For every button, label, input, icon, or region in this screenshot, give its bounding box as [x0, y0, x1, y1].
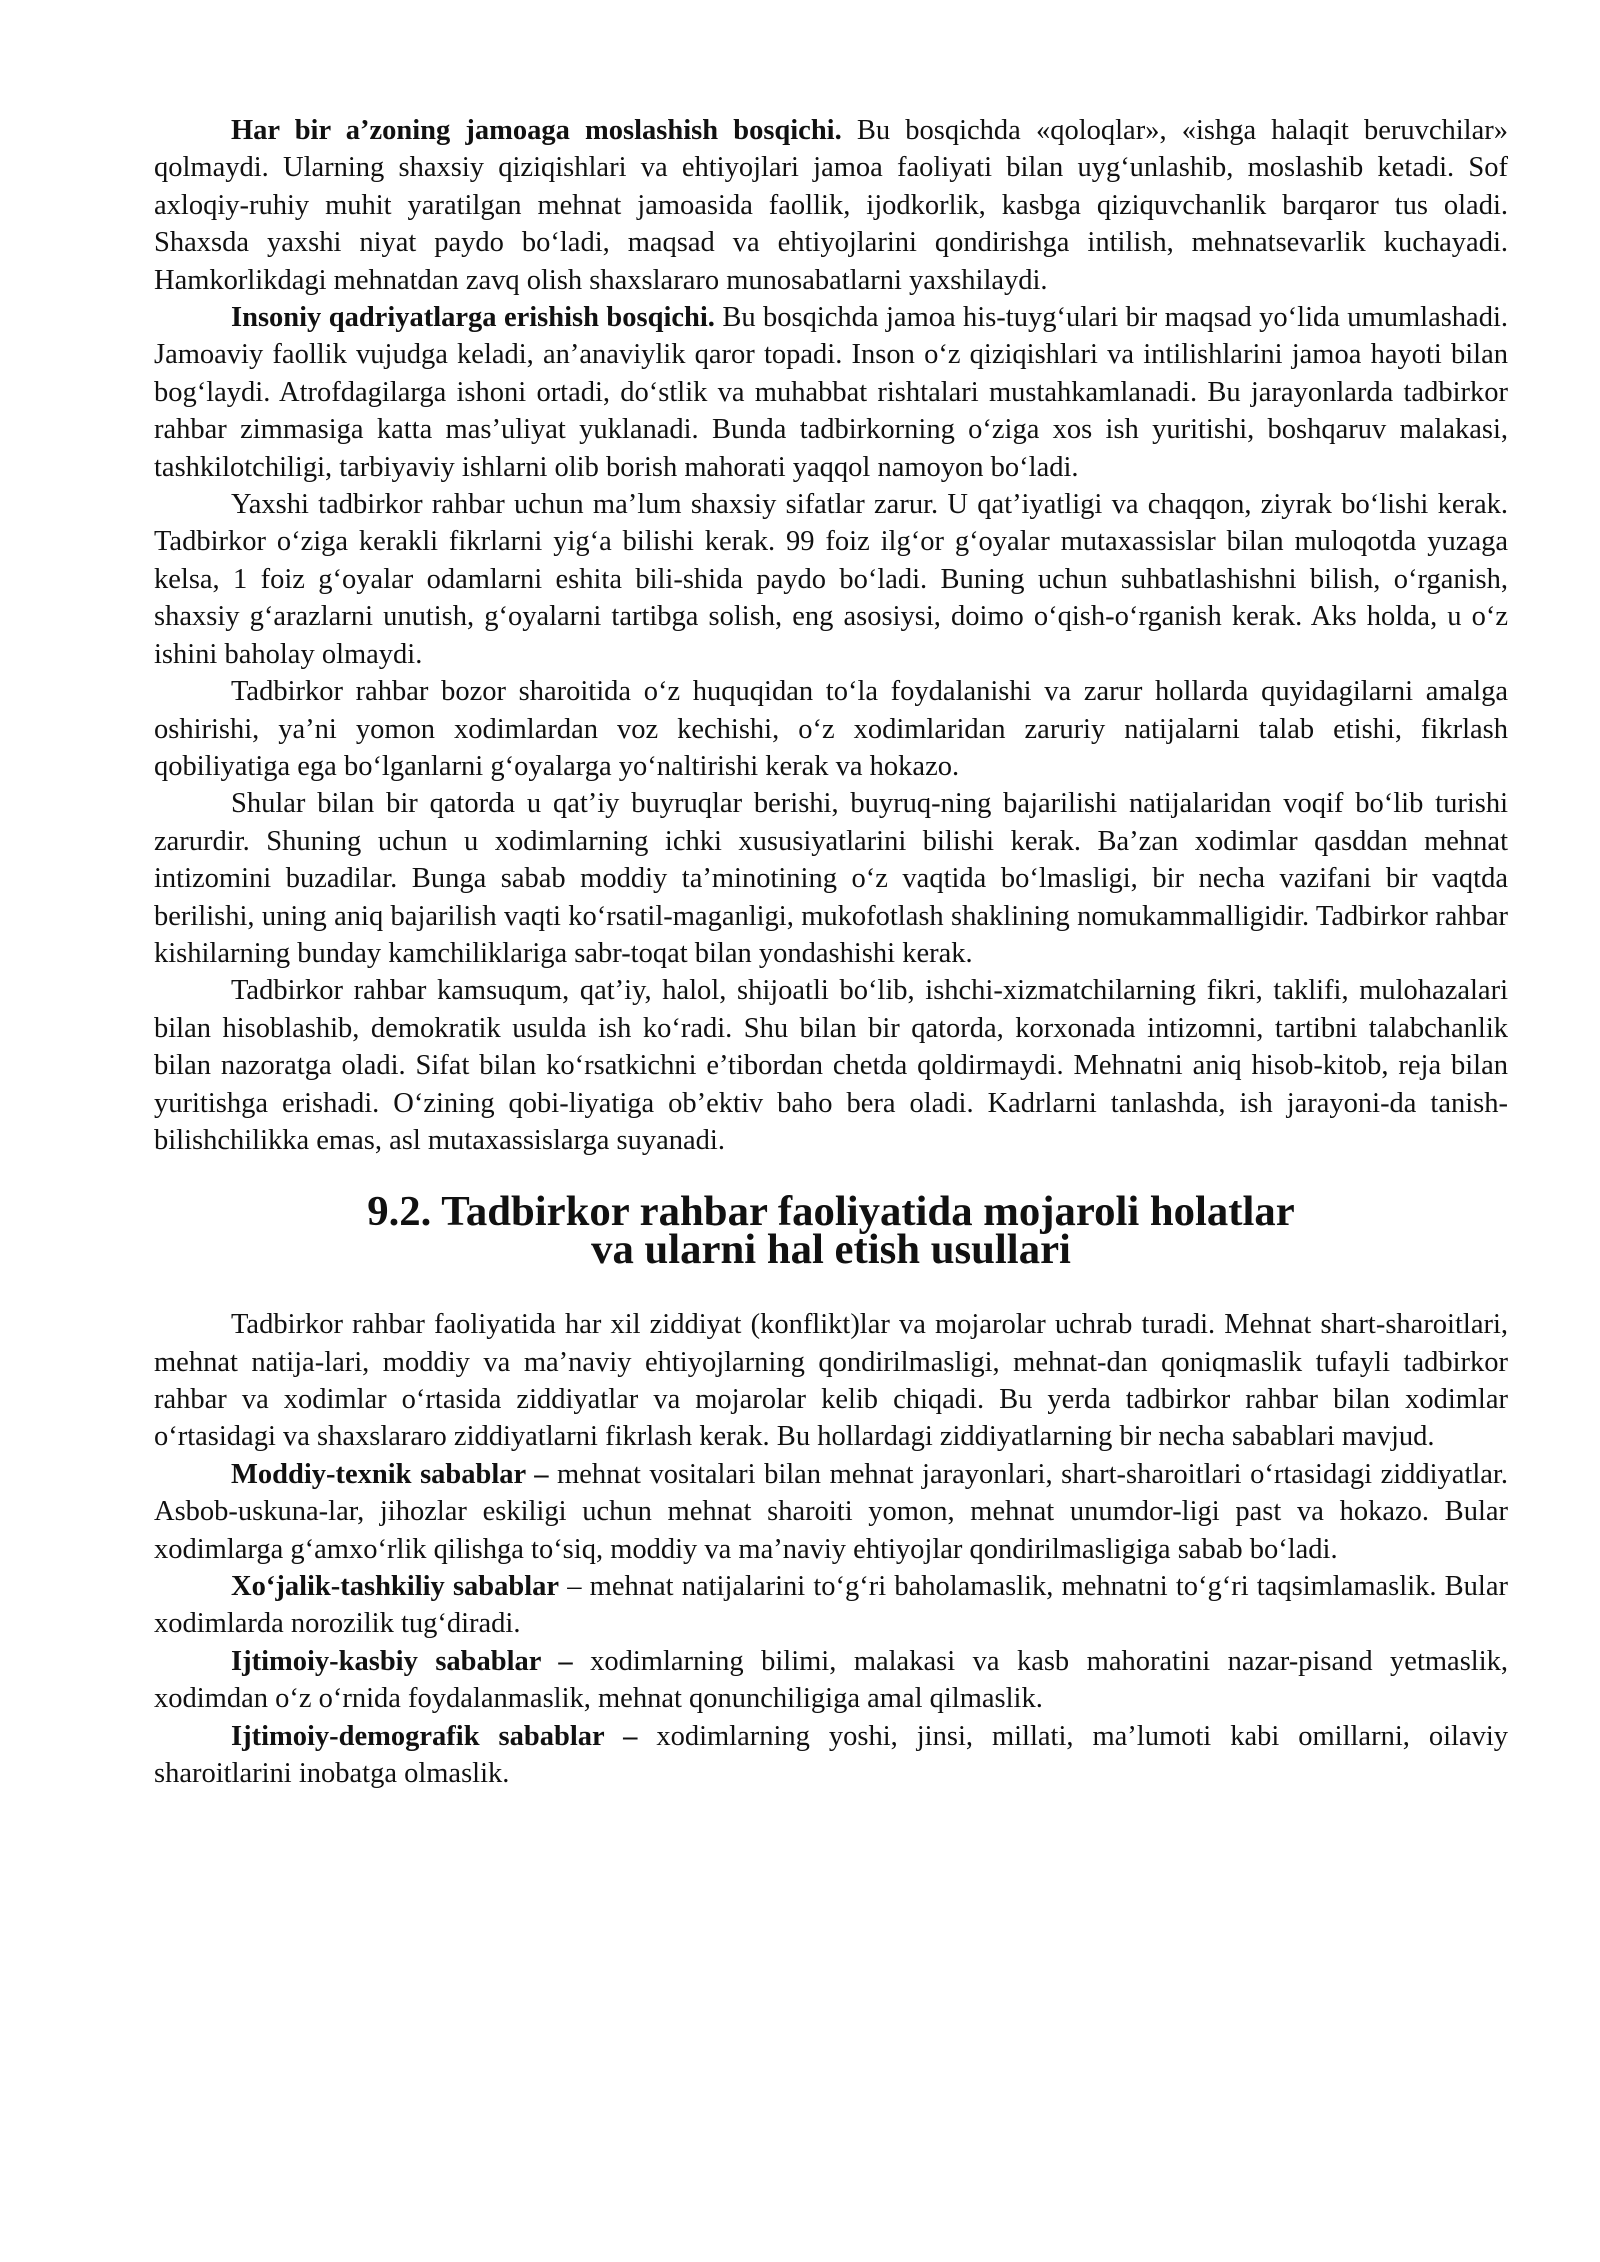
paragraph-lead: Xo‘jalik-tashkiliy sabablar [231, 1571, 560, 1603]
paragraph-body: xodimlarning bilimi, malakasi va kasb mahoratini nazar-pisand yetmaslik, xodimdan o‘z o‘rnida foydalanmaslik, mehnat qonunchiligiga amal qilmaslik. [154, 1645, 1508, 1715]
section-heading-line-1: 9.2. Tadbirkor rahbar faoliyatida mojaroli holatlar [367, 1188, 1295, 1236]
paragraph-body: mehnat vositalari bilan mehnat jarayonlari, shart-sharoitlari o‘rtasidagi ziddiyatlar. Asbob-uskuna-lar, jihozlar eskiligi uchun mehnat sharoiti yomon, mehnat unumdor-ligi past va hokazo. Bular xodimlarga g‘amxo‘rlik qilishga to‘siq, moddiy va ma’naviy ehtiyojlar qondirilmasligiga sabab bo‘ladi. [154, 1458, 1508, 1565]
paragraph-lead: Ijtimoiy-kasbiy sabablar – [231, 1645, 573, 1677]
paragraph-ijtimoiy-demografik [154, 1718, 1508, 1793]
paragraph-lead: Ijtimoiy-demografik sabablar – [231, 1720, 638, 1752]
paragraph-body: Yaxshi tadbirkor rahbar uchun ma’lum shaxsiy sifatlar zarur. U qat’iyatligi va chaqqon, ziyrak bo‘lishi kerak. Tadbirkor o‘ziga kerakli fikrlarni yig‘a bilishi kerak. 99 foiz ilg‘or g‘oyalar mutaxassislar bilan muloqotda yuzaga kelsa, 1 foiz g‘oyalar odamlarni eshita bili-shida paydo bo‘ladi. Buning uchun suhbatlashishni bilish, o‘rganish, shaxsiy g‘arazlarni unutish, g‘oyalarni tartibga solish, eng asosiysi, doimo o‘qish-o‘rganish kerak. Aks holda, u o‘z ishini baholay olmaydi. [154, 489, 1508, 670]
paragraph-body: – mehnat natijalarini to‘g‘ri baholamaslik, mehnatni to‘g‘ri taqsimlamaslik. Bular xodimlarda norozilik tug‘diradi. [154, 1571, 1508, 1640]
paragraph-moddiy-texnik [154, 1456, 1508, 1568]
paragraph-xojalik-tashkiliy [154, 1568, 1508, 1643]
paragraph-moslashish-bosqichi [154, 112, 1508, 299]
paragraph-shaxsiy-sifatlar [154, 486, 1508, 673]
paragraph-lead: Insoniy qadriyatlarga erishish bosqichi. [231, 302, 715, 334]
section-heading [154, 1188, 1508, 1273]
paragraph-body: Bu bosqichda «qoloqlar», «ishga halaqit beruvchilar» qolmaydi. Ularning shaxsiy qiziqishlari va ehtiyojlari jamoa faoliyati bilan uyg‘unlashib, moslashib ketadi. Sof axloqiy-ruhiy muhit yaratilgan mehnat jamoasida faollik, ijodkorlik, kasbga qiziquvchanlik barqaror tus oladi. Shaxsda yaxshi niyat paydo bo‘ladi, maqsad va ehtiyojlarini qondirishga intilish, mehnatsevarlik kuchayadi. Hamkorlikdagi mehnatdan zavq olish shaxslararo munosabatlarni yaxshilaydi. [154, 115, 1508, 296]
paragraph-body: Bu bosqichda jamoa his-tuyg‘ulari bir maqsad yo‘lida umumlashadi. Jamoaviy faollik vujudga keladi, an’anaviylik qaror topadi. Inson o‘z qiziqishlari va intilishlarini jamoa hayoti bilan bog‘laydi. Atrofdagilarga ishoni ortadi, do‘stlik va muhabbat rishtalari mustahkamlanadi. Bu jarayonlarda tadbirkor rahbar zimmasiga katta mas’uliyat yuklanadi. Bunda tadbirkorning o‘ziga xos ish yuritishi, boshqaruv malakasi, tashkilotchiligi, tarbiyaviy ishlarni olib borish mahorati yaqqol namoyon bo‘ladi. [154, 302, 1508, 483]
section-heading-line-2: va ularni hal etish usullari [591, 1225, 1071, 1273]
paragraph-body: Tadbirkor rahbar kamsuqum, qat’iy, halol, shijoatli bo‘lib, ishchi-xizmatchilarning fikri, taklifi, mulohazalari bilan hisoblashib, demokratik usulda ish ko‘radi. Shu bilan bir qatorda, korxonada intizomni, tartibni talabchanlik bilan nazoratga oladi. Sifat bilan ko‘rsatkichni e’tibordan chetda qoldirmaydi. Mehnatni aniq hisob-kitob, reja bilan yuritishga erishadi. O‘zining qobi-liyatiga ob’ektiv baho bera oladi. Kadrlarni tanlashda, ish jarayoni-da tanish-bilishchilikka emas, asl mutaxassislarga suyanadi. [154, 975, 1508, 1156]
paragraph-body: Tadbirkor rahbar bozor sharoitida o‘z huquqidan to‘la foydalanishi va zarur hollarda quyidagilarni amalga oshirishi, ya’ni yomon xodimlardan voz kechishi, o‘z xodimlaridan zaruriy natijalarni talab etishi, fikrlash qobiliyatiga ega bo‘lganlarni g‘oyalarga yo‘naltirishi kerak va hokazo. [154, 676, 1508, 782]
paragraph-ijtimoiy-kasbiy [154, 1643, 1508, 1718]
paragraph-kamsuqum [154, 972, 1508, 1159]
paragraph-body: Tadbirkor rahbar faoliyatida har xil ziddiyat (konflikt)lar va mojarolar uchrab turadi. Mehnat shart-sharoitlari, mehnat natija-lari, moddiy va ma’naviy ehtiyojlarning qondirilmasligi, mehnat-dan qoniqmaslik tufayli tadbirkor rahbar va xodimlar o‘rtasida ziddiyatlar va mojarolar kelib chiqadi. Bu yerda tadbirkor rahbar bilan xodimlar o‘rtasidagi va shaxslararo ziddiyatlarni fikrlash kerak. Bu hollardagi ziddiyatlarning bir necha sabablari mavjud. [154, 1309, 1508, 1453]
paragraph-ziddiyatlar-kirish [154, 1306, 1508, 1456]
paragraph-body: xodimlarning yoshi, jinsi, millati, ma’lumoti kabi omillarni, oilaviy sharoitlarini inobatga olmaslik. [154, 1720, 1508, 1790]
paragraph-lead: Moddiy-texnik sabablar – [231, 1458, 549, 1490]
paragraph-buyruqlar [154, 785, 1508, 972]
paragraph-bozor-sharoiti [154, 673, 1508, 785]
document-page [154, 112, 1508, 1792]
section-moslashish [154, 112, 1508, 1159]
section-mojarolar [154, 1306, 1508, 1792]
paragraph-qadriyatlar-bosqichi [154, 299, 1508, 486]
paragraph-lead: Har bir a’zoning jamoaga moslashish bosqichi. [231, 115, 842, 146]
paragraph-body: Shular bilan bir qatorda u qat’iy buyruqlar berishi, buyruq-ning bajarilishi natijalaridan voqif bo‘lib turishi zarurdir. Shuning uchun u xodimlarning ichki xususiyatlarini bilishi kerak. Ba’zan xodimlar qasddan mehnat intizomini buzadilar. Bunga sabab moddiy ta’minotining o‘z vaqtida bo‘lmasligi, bir necha vazifani bir vaqtda berilishi, uning aniq bajarilish vaqti ko‘rsatil-maganligi, mukofotlash shaklining nomukammalligidir. Tadbirkor rahbar kishilarning bunday kamchiliklariga sabr-toqat bilan yondashishi kerak. [154, 788, 1508, 969]
